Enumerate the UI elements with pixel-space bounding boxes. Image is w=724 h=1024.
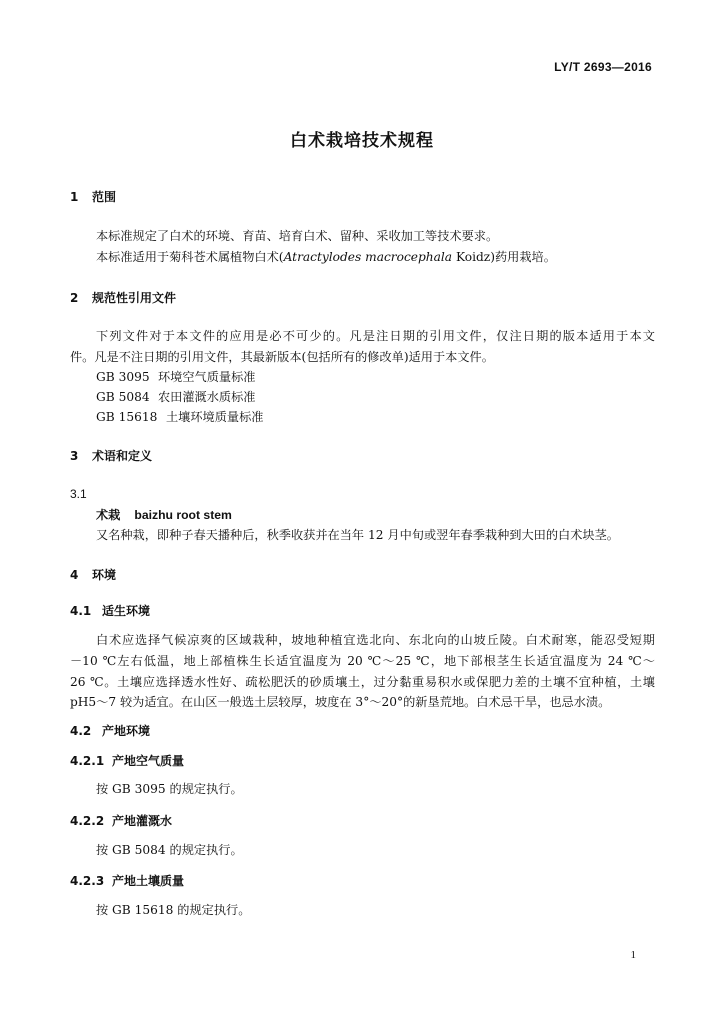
section-2-heading <box>70 289 176 306</box>
section-4-2-2-number: 4.2.2 <box>70 814 105 828</box>
section-4-heading <box>70 566 116 583</box>
reference-code: GB 5084 <box>96 390 150 404</box>
page-number: 1 <box>630 949 636 961</box>
soil-quality-text: 按 GB 15618 的规定执行。 <box>96 903 251 917</box>
latin-name: Atractylodes macrocephala <box>283 250 453 264</box>
standard-code: LY/T 2693—2016 <box>554 60 652 74</box>
section-3-title: 术语和定义 <box>92 449 153 463</box>
term-chinese: 术栽 <box>96 508 121 522</box>
environment-line-1: 白术应选择气候凉爽的区域栽种，坡地种植宜选北向、东北向的山坡丘陵。白术耐寒，能忍受短期 <box>96 633 655 647</box>
references-intro-line-1: 下列文件对于本文件的应用是必不可少的。凡是注日期的引用文件，仅注日期的版本适用于本文 <box>96 329 655 343</box>
reference-name: 环境空气质量标准 <box>158 370 256 384</box>
section-4-2-2-heading <box>70 812 172 829</box>
scope-paragraph-2 <box>70 247 681 268</box>
reference-item <box>70 367 681 388</box>
section-4-title: 环境 <box>92 568 117 582</box>
document-title: 白术栽培技术规程 <box>290 131 434 151</box>
section-4-2-heading <box>70 722 150 739</box>
reference-code: GB 3095 <box>96 370 150 384</box>
air-quality-text: 按 GB 3095 的规定执行。 <box>96 782 243 796</box>
section-4-2-3-number: 4.2.3 <box>70 874 105 888</box>
subsection-3-1-number: 3.1 <box>70 487 87 501</box>
latin-author: Koidz <box>452 250 491 264</box>
section-4-2-1-title: 产地空气质量 <box>112 754 185 768</box>
section-1-number: 1 <box>70 190 79 204</box>
section-4-2-3-heading <box>70 872 184 889</box>
section-4-1-number: 4.1 <box>70 604 92 618</box>
scope-paragraph-1: 本标准规定了白术的环境、育苗、培育白术、留种、采收加工等技术要求。 <box>96 229 499 243</box>
section-4-2-number: 4.2 <box>70 724 92 738</box>
section-3-heading <box>70 447 152 464</box>
reference-item <box>70 387 681 408</box>
environment-line-2: －10 ℃左右低温，地上部植株生长适宜温度为 20 ℃～25 ℃，地下部根茎生长适宜温度为 24 ℃～ <box>70 654 655 668</box>
scope-p2-pre: 本标准适用于菊科苍术属植物白术( <box>96 250 284 264</box>
section-2-number: 2 <box>70 291 79 305</box>
reference-item <box>70 407 681 428</box>
environment-line-3: 26 ℃。土壤应选择透水性好、疏松肥沃的砂质壤土，过分黏重易积水或保肥力差的土壤不宜种植，土壤 <box>70 675 655 689</box>
section-4-number: 4 <box>70 568 79 582</box>
environment-line-4: pH5～7 较为适宜。在山区一般选土层较厚，坡度在 3°～20°的新垦荒地。白术忌干旱，也忌水渍。 <box>70 695 611 709</box>
term-english: baizhu root stem <box>134 508 232 522</box>
section-4-2-title: 产地环境 <box>102 724 151 738</box>
section-4-1-title: 适生环境 <box>102 604 151 618</box>
irrigation-water-text: 按 GB 5084 的规定执行。 <box>96 843 243 857</box>
reference-code: GB 15618 <box>96 410 158 424</box>
section-1-heading <box>70 188 116 205</box>
section-1-title: 范围 <box>92 190 117 204</box>
section-2-title: 规范性引用文件 <box>92 291 177 305</box>
references-intro-line-2: 件。凡是不注日期的引用文件，其最新版本(包括所有的修改单)适用于本文件。 <box>70 350 494 364</box>
section-3-number: 3 <box>70 449 79 463</box>
term-entry <box>70 505 681 526</box>
scope-p2-post: )药用栽培。 <box>490 250 556 264</box>
section-4-2-1-number: 4.2.1 <box>70 754 105 768</box>
reference-name: 农田灌溉水质标准 <box>158 390 256 404</box>
section-4-1-heading <box>70 602 150 619</box>
section-4-2-2-title: 产地灌溉水 <box>112 814 173 828</box>
section-4-2-1-heading <box>70 752 184 769</box>
reference-name: 土壤环境质量标准 <box>166 410 264 424</box>
section-4-2-3-title: 产地土壤质量 <box>112 874 185 888</box>
term-definition: 又名种栽，即种子春天播种后，秋季收获并在当年 12 月中旬或翌年春季栽种到大田的白术块茎。 <box>96 528 619 542</box>
